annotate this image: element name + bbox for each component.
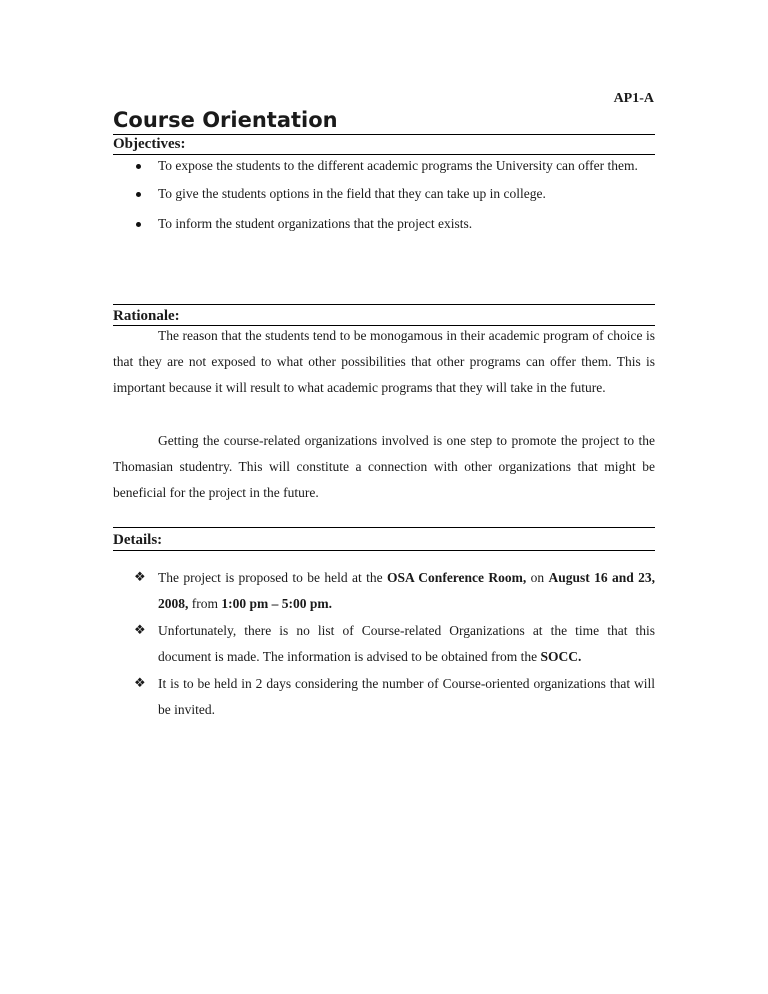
details-heading: Details: xyxy=(113,532,163,548)
page-title: Course Orientation xyxy=(113,107,655,135)
diamond-bullet-icon: ❖ xyxy=(134,623,146,638)
rationale-heading: Rationale: xyxy=(113,308,180,324)
objective-item: To inform the student organizations that the project exists. xyxy=(113,211,655,237)
bullet-dot-icon xyxy=(136,222,141,227)
detail-item: ❖ It is to be held in 2 days considering the number of Course-oriented organizations that will be invited. xyxy=(113,671,655,723)
rationale-paragraph: The reason that the students tend to be monogamous in their academic program of choice is that they are not exposed to what other possibilities that other programs can offer them. This is important because it will result to what academic programs that they will take in the future. xyxy=(113,328,655,395)
bullet-dot-icon xyxy=(136,164,141,169)
diamond-bullet-icon: ❖ xyxy=(134,570,146,585)
rationale-paragraph: Getting the course-related organizations involved is one step to promote the project to the Thomasian studentry. This will constitute a connection with other organizations that might be beneficial for the project in the future. xyxy=(113,433,655,500)
details-underline xyxy=(113,550,655,551)
details-top-rule xyxy=(113,527,655,528)
diamond-bullet-icon: ❖ xyxy=(134,676,146,691)
detail-item: ❖ The project is proposed to be held at the OSA Conference Room, on August 16 and 23, 2008, from 1:00 pm – 5:00 pm. xyxy=(113,565,655,617)
objective-item: To give the students options in the field that they can take up in college. xyxy=(113,181,655,207)
details-list xyxy=(113,565,655,723)
objective-item: To expose the students to the different academic programs the University can offer them. xyxy=(113,153,655,179)
objectives-heading: Objectives: xyxy=(113,136,186,152)
detail-item: ❖ Unfortunately, there is no list of Course-related Organizations at the time that this document is made. The information is advised to be obtained from the SOCC. xyxy=(113,618,655,670)
rationale-top-rule xyxy=(113,304,655,305)
objectives-list xyxy=(113,153,655,237)
document-code: AP1-A xyxy=(613,91,654,106)
bullet-dot-icon xyxy=(136,192,141,197)
